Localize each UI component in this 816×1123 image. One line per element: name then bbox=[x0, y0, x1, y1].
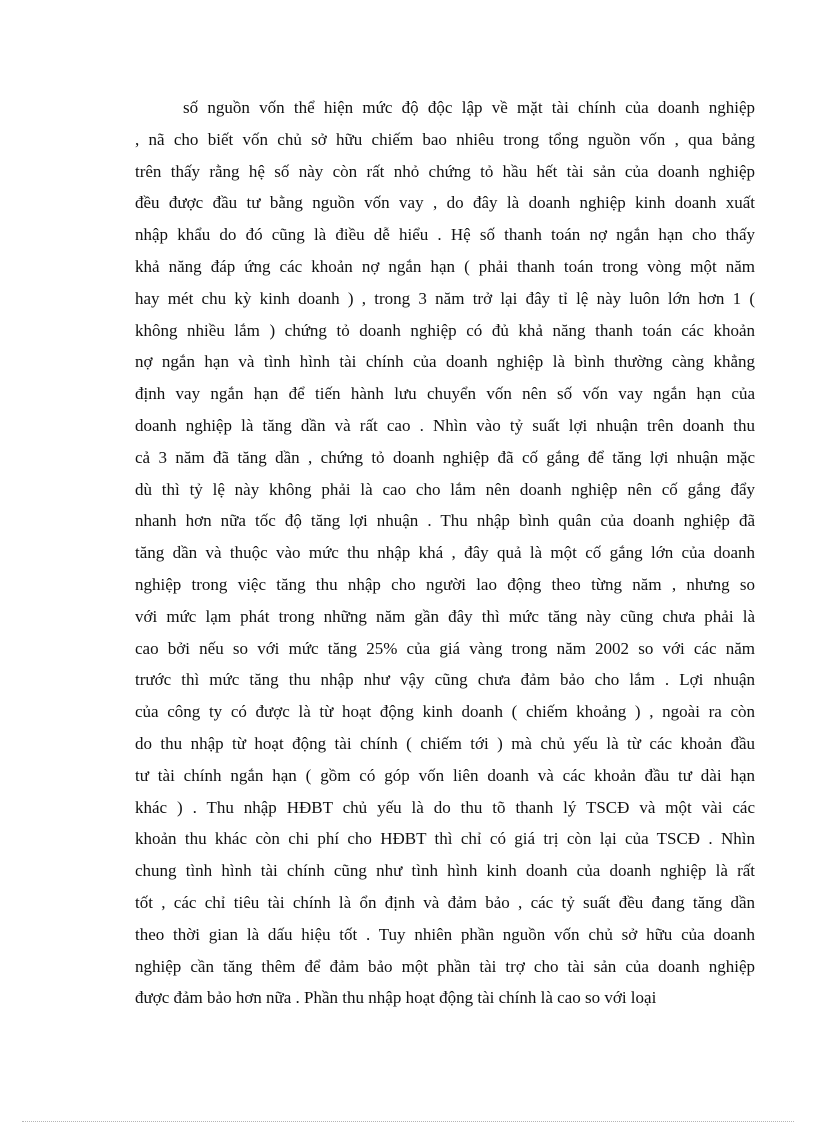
text-line: đều được đầu tư bằng nguồn vốn vay , do đây là doanh nghiệp kinh doanh xuất bbox=[135, 193, 755, 213]
text-line: tốt , các chỉ tiêu tài chính là ổn định và đảm bảo , các tỷ suất đều đang tăng dần bbox=[135, 892, 755, 912]
text-line: theo thời gian là dấu hiệu tốt . Tuy nhiên phần nguồn vốn chủ sở hữu của doanh bbox=[135, 924, 755, 944]
text-line: chung tình hình tài chính cũng như tình hình kinh doanh của doanh nghiệp là rất bbox=[135, 861, 755, 881]
text-line: khả năng đáp ứng các khoản nợ ngắn hạn ( phải thanh toán trong vòng một năm bbox=[135, 256, 755, 276]
text-line: được đảm bảo hơn nữa . Phần thu nhập hoạt động tài chính là cao so với loại bbox=[135, 988, 657, 1008]
text-line: không nhiều lắm ) chứng tỏ doanh nghiệp có đủ khả năng thanh toán các khoản bbox=[135, 320, 755, 340]
text-line: hay mét chu kỳ kinh doanh ) , trong 3 năm trở lại đây tỉ lệ này luôn lớn hơn 1 ( bbox=[135, 288, 755, 308]
page-bottom-dotted-rule bbox=[22, 1121, 794, 1122]
body-paragraph bbox=[135, 92, 755, 1014]
text-line: dù thì tỷ lệ này không phải là cao cho lắm nên doanh nghiệp nên cố gắng đẩy bbox=[135, 479, 755, 499]
text-line: trước thì mức tăng thu nhập như vậy cũng chưa đảm bảo cho lắm . Lợi nhuận bbox=[135, 670, 755, 690]
text-line: do thu nhập từ hoạt động tài chính ( chiếm tới ) mà chủ yếu là từ các khoản đầu bbox=[135, 733, 755, 753]
text-line: cả 3 năm đã tăng dần , chứng tỏ doanh nghiệp đã cố gắng để tăng lợi nhuận mặc bbox=[135, 447, 755, 467]
text-line: nhập khẩu do đó cũng là điều dễ hiểu . Hệ số thanh toán nợ ngắn hạn cho thấy bbox=[135, 225, 755, 245]
text-line: trên thấy rằng hệ số này còn rất nhỏ chứng tỏ hầu hết tài sản của doanh nghiệp bbox=[135, 161, 755, 181]
text-line: khoản thu khác còn chi phí cho HĐBT thì chỉ có giá trị còn lại của TSCĐ . Nhìn bbox=[135, 829, 755, 849]
text-line: của công ty có được là từ hoạt động kinh doanh ( chiếm khoảng ) , ngoài ra còn bbox=[135, 702, 755, 722]
text-line: cao bởi nếu so với mức tăng 25% của giá vàng trong năm 2002 so với các năm bbox=[135, 638, 755, 658]
text-line: nhanh hơn nữa tốc độ tăng lợi nhuận . Thu nhập bình quân của doanh nghiệp đã bbox=[135, 511, 755, 531]
text-line: nghiệp cần tăng thêm để đảm bảo một phần tài trợ cho tài sản của doanh nghiệp bbox=[135, 956, 755, 976]
text-line: với mức lạm phát trong những năm gần đây thì mức tăng này cũng chưa phải là bbox=[135, 606, 755, 626]
text-line: tăng dần và thuộc vào mức thu nhập khá , đây quả là một cố gắng lớn của doanh bbox=[135, 543, 755, 563]
text-line: khác ) . Thu nhập HĐBT chủ yếu là do thu tõ thanh lý TSCĐ và một vài các bbox=[135, 797, 755, 817]
text-line: nghiệp trong việc tăng thu nhập cho người lao động theo từng năm , nhưng so bbox=[135, 574, 755, 594]
text-line: số nguồn vốn thể hiện mức độ độc lập về mặt tài chính của doanh nghiệp bbox=[183, 98, 755, 117]
text-line: , nã cho biết vốn chủ sở hữu chiếm bao nhiêu trong tổng nguồn vốn , qua bảng bbox=[135, 129, 755, 149]
text-line: doanh nghiệp là tăng dần và rất cao . Nhìn vào tỷ suất lợi nhuận trên doanh thu bbox=[135, 415, 755, 435]
text-line: nợ ngắn hạn và tình hình tài chính của doanh nghiệp là bình thường càng khẳng bbox=[135, 352, 755, 372]
text-line: tư tài chính ngắn hạn ( gồm có góp vốn liên doanh và các khoản đầu tư dài hạn bbox=[135, 765, 755, 785]
text-line: định vay ngắn hạn để tiến hành lưu chuyển vốn nên số vốn vay ngắn hạn của bbox=[135, 384, 755, 404]
